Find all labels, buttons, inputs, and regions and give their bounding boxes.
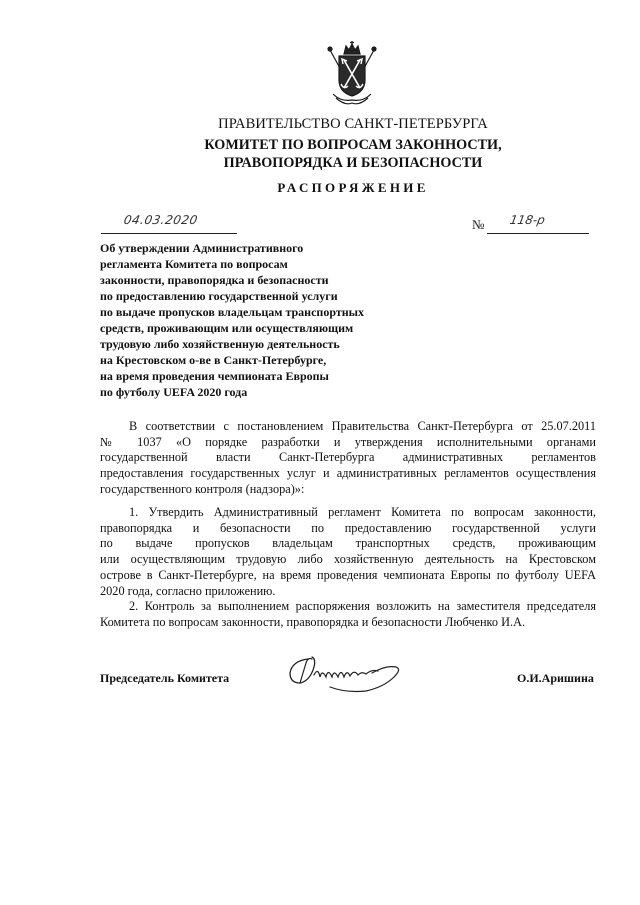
subject-line: на Крестовском о-ве в Санкт-Петербурге, (100, 353, 327, 367)
committee-name-line2: ПРАВОПОРЯДКА И БЕЗОПАСНОСТИ (223, 155, 483, 171)
item-1-line: 2020 года, согласно приложению. (100, 583, 276, 598)
document-type: РАСПОРЯЖЕНИЕ (277, 180, 429, 195)
intro-line: В соответствии с постановлением Правительства Санкт-Петербурга от 25.07.2011 (129, 419, 596, 433)
subject-line: на время проведения чемпионата Европы (100, 369, 329, 383)
item-1-line: 1. Утвердить Административный регламент Комитета по вопросам законности, (129, 505, 596, 519)
subject-line: регламента Комитета по вопросам (100, 257, 288, 271)
signer-title: Председатель Комитета (100, 671, 230, 685)
subject-line: законности, правопорядка и безопасности (100, 273, 329, 287)
item-1-line: правопорядка и безопасности по предоставлению государственной услуги (100, 520, 596, 535)
committee-name-line1: КОМИТЕТ ПО ВОПРОСАМ ЗАКОННОСТИ, (204, 137, 502, 153)
subject-line: по выдаче пропусков владельцам транспортных (100, 305, 365, 319)
signer-name: О.И.Аришина (517, 671, 594, 685)
item-1-line: острове в Санкт-Петербурге, на время проведения чемпионата Европы по футболу UEFA (100, 567, 596, 582)
government-name: ПРАВИТЕЛЬСТВО САНКТ-ПЕТЕРБУРГА (218, 116, 488, 132)
intro-paragraph (100, 419, 596, 498)
item-1-line: по выдаче пропусков владельцам транспортных средств, проживающим (100, 536, 596, 551)
coat-of-arms-icon (327, 40, 377, 106)
item-2-line: Комитета по вопросам законности, правопорядка и безопасности Любченко И.А. (100, 614, 526, 629)
subject-line: по футболу UEFA 2020 года (100, 385, 248, 399)
intro-line: № 1037 «О порядке разработки и утверждения исполнительными органами (100, 434, 596, 449)
subject-line: трудовую либо хозяйственную деятельность (100, 337, 340, 351)
item-2-line: 2. Контроль за выполнением распоряжения возложить на заместителя председателя (129, 599, 596, 613)
subject-line: Об утверждении Административного (100, 241, 304, 255)
committee-name (0, 136, 640, 172)
subject-line: по предоставлению государственной услуги (100, 289, 338, 303)
document-number-label: № (472, 217, 485, 232)
handwritten-signature (286, 653, 404, 695)
subject-line: средств, проживающим или осуществляющим (100, 321, 354, 335)
intro-line: предоставления государственных услуг и административных регламентов осуществления (100, 466, 596, 481)
item-2-paragraph (100, 599, 596, 630)
intro-line: государственного контроля (надзора)»: (100, 481, 305, 496)
intro-line: государственной власти Санкт-Петербурга административных регламентов (100, 450, 596, 465)
document-number: 118-р (508, 213, 547, 227)
document-date: 04.03.2020 (122, 213, 199, 227)
item-1-line: или осуществляющим трудовую либо хозяйственную деятельность на Крестовском (100, 552, 596, 567)
document-subject (100, 240, 430, 400)
item-1-paragraph (100, 505, 596, 599)
